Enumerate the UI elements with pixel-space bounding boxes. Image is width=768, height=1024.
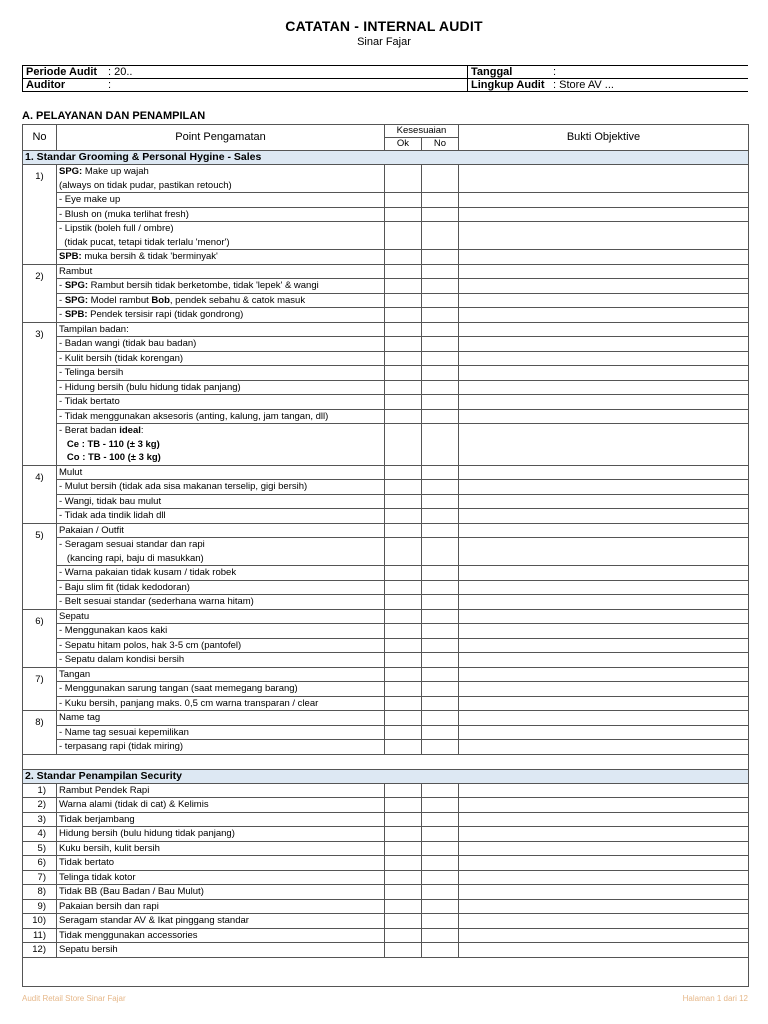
list-item: - SPG: Model rambut Bob, pendek sebahu & catok masuk — [57, 293, 385, 308]
bukti-cell[interactable] — [459, 523, 749, 538]
col-kesesuaian-header: Kesesuaian — [385, 125, 459, 138]
bukti-cell[interactable] — [459, 465, 749, 480]
ok-cell[interactable] — [385, 885, 422, 900]
list-item: - Name tag sesuai kepemilikan — [57, 725, 385, 740]
col-bukti-header: Bukti Objektive — [459, 125, 749, 151]
audit-table — [22, 124, 749, 987]
ok-cell[interactable] — [385, 667, 422, 682]
ok-cell[interactable] — [385, 293, 422, 308]
periode-label: Periode Audit — [23, 66, 106, 79]
no-cell[interactable] — [422, 566, 459, 581]
footer-left: Audit Retail Store Sinar Fajar — [22, 994, 126, 1003]
bukti-cell[interactable] — [459, 279, 749, 294]
list-item: - Kuku bersih, panjang maks. 0,5 cm warna transparan / clear — [57, 696, 385, 711]
no-cell[interactable] — [422, 165, 459, 193]
tanggal-label: Tanggal — [468, 66, 551, 79]
list-item: - Blush on (muka terlihat fresh) — [57, 207, 385, 222]
list-item: Tidak menggunakan accessories — [57, 928, 385, 943]
group-number: 7) — [23, 667, 57, 711]
list-item: Telinga tidak kotor — [57, 870, 385, 885]
ok-cell[interactable] — [385, 480, 422, 495]
no-cell[interactable] — [422, 523, 459, 538]
group-number: 2) — [23, 264, 57, 322]
list-item: - Berat badan ideal: Ce : TB - 110 (± 3 kg) Co : TB - 100 (± 3 kg) — [57, 424, 385, 466]
table-row — [23, 798, 749, 813]
no-cell[interactable] — [422, 682, 459, 697]
no-cell[interactable] — [422, 279, 459, 294]
item-number: 12) — [23, 943, 57, 958]
no-cell[interactable] — [422, 609, 459, 624]
list-item: - Mulut bersih (tidak ada sisa makanan terselip, gigi bersih) — [57, 480, 385, 495]
spacer-row — [23, 957, 749, 986]
list-item: Seragam standar AV & Ikat pinggang standar — [57, 914, 385, 929]
list-item: - Sepatu hitam polos, hak 3-5 cm (pantofel) — [57, 638, 385, 653]
table-row — [23, 928, 749, 943]
list-item: Mulut — [57, 465, 385, 480]
table-row — [23, 899, 749, 914]
list-item: - Warna pakaian tidak kusam / tidak robek — [57, 566, 385, 581]
no-cell[interactable] — [422, 580, 459, 595]
no-cell[interactable] — [422, 293, 459, 308]
audit-info-table — [22, 65, 748, 92]
table-row — [23, 812, 749, 827]
ok-cell[interactable] — [385, 914, 422, 929]
bukti-cell[interactable] — [459, 207, 749, 222]
item-number: 1) — [23, 783, 57, 798]
no-cell[interactable] — [422, 914, 459, 929]
item-number: 7) — [23, 870, 57, 885]
no-cell[interactable] — [422, 395, 459, 410]
bukti-cell[interactable] — [459, 165, 749, 193]
ok-cell[interactable] — [385, 624, 422, 639]
table-row — [23, 885, 749, 900]
no-cell[interactable] — [422, 538, 459, 566]
ok-cell[interactable] — [385, 509, 422, 524]
bukti-cell[interactable] — [459, 293, 749, 308]
ok-cell[interactable] — [385, 827, 422, 842]
lingkup-label: Lingkup Audit — [468, 79, 551, 92]
bukti-cell[interactable] — [459, 380, 749, 395]
no-cell[interactable] — [422, 740, 459, 755]
item-number: 11) — [23, 928, 57, 943]
list-item: - Tidak bertato — [57, 395, 385, 410]
no-cell[interactable] — [422, 337, 459, 352]
col-no-sub-header: No — [422, 138, 459, 151]
document-title: CATATAN - INTERNAL AUDIT — [285, 18, 483, 34]
list-item: Pakaian / Outfit — [57, 523, 385, 538]
bukti-cell[interactable] — [459, 870, 749, 885]
bukti-cell[interactable] — [459, 193, 749, 208]
ok-cell[interactable] — [385, 638, 422, 653]
no-cell[interactable] — [422, 711, 459, 726]
table-row — [23, 943, 749, 958]
no-cell[interactable] — [422, 351, 459, 366]
ok-cell[interactable] — [385, 798, 422, 813]
ok-cell[interactable] — [385, 928, 422, 943]
bukti-cell[interactable] — [459, 899, 749, 914]
ok-cell[interactable] — [385, 308, 422, 323]
ok-cell[interactable] — [385, 264, 422, 279]
item-number: 5) — [23, 841, 57, 856]
list-item: - Wangi, tidak bau mulut — [57, 494, 385, 509]
bukti-cell[interactable] — [459, 725, 749, 740]
ok-cell[interactable] — [385, 595, 422, 610]
ok-cell[interactable] — [385, 250, 422, 265]
bukti-cell[interactable] — [459, 943, 749, 958]
ok-cell[interactable] — [385, 322, 422, 337]
list-item: - Lipstik (boleh full / ombre) (tidak pucat, tetapi tidak terlalu 'menor') — [57, 222, 385, 250]
no-cell[interactable] — [422, 193, 459, 208]
bukti-cell[interactable] — [459, 480, 749, 495]
table-row — [23, 841, 749, 856]
ok-cell[interactable] — [385, 899, 422, 914]
group-number: 4) — [23, 465, 57, 523]
bukti-cell[interactable] — [459, 841, 749, 856]
list-item: Hidung bersih (bulu hidung tidak panjang) — [57, 827, 385, 842]
item-number: 2) — [23, 798, 57, 813]
bukti-cell[interactable] — [459, 538, 749, 566]
section-a-title: A. PELAYANAN DAN PENAMPILAN — [22, 110, 206, 122]
no-cell[interactable] — [422, 494, 459, 509]
spacer-row — [23, 754, 749, 769]
table-row — [23, 914, 749, 929]
no-cell[interactable] — [422, 480, 459, 495]
document-subtitle: Sinar Fajar — [357, 36, 411, 48]
table-row — [23, 856, 749, 871]
no-cell[interactable] — [422, 928, 459, 943]
bukti-cell[interactable] — [459, 885, 749, 900]
no-cell[interactable] — [422, 696, 459, 711]
list-item: - Eye make up — [57, 193, 385, 208]
ok-cell[interactable] — [385, 538, 422, 566]
item-number: 6) — [23, 856, 57, 871]
no-cell[interactable] — [422, 856, 459, 871]
no-cell[interactable] — [422, 841, 459, 856]
bukti-cell[interactable] — [459, 856, 749, 871]
list-item: - Belt sesuai standar (sederhana warna hitam) — [57, 595, 385, 610]
ok-cell[interactable] — [385, 653, 422, 668]
list-item: SPG: Make up wajah (always on tidak pudar, pastikan retouch) — [57, 165, 385, 193]
ok-cell[interactable] — [385, 841, 422, 856]
bukti-cell[interactable] — [459, 812, 749, 827]
no-cell[interactable] — [422, 264, 459, 279]
ok-cell[interactable] — [385, 870, 422, 885]
bukti-cell[interactable] — [459, 638, 749, 653]
no-cell[interactable] — [422, 653, 459, 668]
no-cell[interactable] — [422, 827, 459, 842]
bukti-cell[interactable] — [459, 827, 749, 842]
list-item: Sepatu — [57, 609, 385, 624]
ok-cell[interactable] — [385, 682, 422, 697]
no-cell[interactable] — [422, 409, 459, 424]
bukti-cell[interactable] — [459, 509, 749, 524]
lingkup-value: : Store AV ... — [550, 79, 748, 92]
bukti-cell[interactable] — [459, 351, 749, 366]
list-item: SPB: muka bersih & tidak 'berminyak' — [57, 250, 385, 265]
bukti-cell[interactable] — [459, 395, 749, 410]
bukti-cell[interactable] — [459, 566, 749, 581]
list-item: - Menggunakan kaos kaki — [57, 624, 385, 639]
bukti-cell[interactable] — [459, 609, 749, 624]
list-item: Tampilan badan: — [57, 322, 385, 337]
bukti-cell[interactable] — [459, 928, 749, 943]
bukti-cell[interactable] — [459, 264, 749, 279]
list-item: Tidak BB (Bau Badan / Bau Mulut) — [57, 885, 385, 900]
bukti-cell[interactable] — [459, 366, 749, 381]
footer-right: Halaman 1 dari 12 — [682, 994, 748, 1003]
bukti-cell[interactable] — [459, 696, 749, 711]
list-item: Tangan — [57, 667, 385, 682]
bukti-cell[interactable] — [459, 337, 749, 352]
ok-cell[interactable] — [385, 566, 422, 581]
list-item: - Sepatu dalam kondisi bersih — [57, 653, 385, 668]
col-ok-header: Ok — [385, 138, 422, 151]
item-number: 8) — [23, 885, 57, 900]
table-row — [23, 827, 749, 842]
ok-cell[interactable] — [385, 395, 422, 410]
no-cell[interactable] — [422, 250, 459, 265]
ok-cell[interactable] — [385, 337, 422, 352]
no-cell[interactable] — [422, 812, 459, 827]
auditor-label: Auditor — [23, 79, 106, 92]
ok-cell[interactable] — [385, 193, 422, 208]
list-item: - Tidak menggunakan aksesoris (anting, kalung, jam tangan, dll) — [57, 409, 385, 424]
ok-cell[interactable] — [385, 409, 422, 424]
item-number: 10) — [23, 914, 57, 929]
ok-cell[interactable] — [385, 424, 422, 466]
no-cell[interactable] — [422, 783, 459, 798]
list-item: - Menggunakan sarung tangan (saat memegang barang) — [57, 682, 385, 697]
group-number: 8) — [23, 711, 57, 755]
bukti-cell[interactable] — [459, 494, 749, 509]
section-2-title: 2. Standar Penampilan Security — [23, 769, 749, 783]
list-item: - Hidung bersih (bulu hidung tidak panjang) — [57, 380, 385, 395]
bukti-cell[interactable] — [459, 624, 749, 639]
no-cell[interactable] — [422, 380, 459, 395]
no-cell[interactable] — [422, 595, 459, 610]
ok-cell[interactable] — [385, 943, 422, 958]
bukti-cell[interactable] — [459, 250, 749, 265]
no-cell[interactable] — [422, 638, 459, 653]
list-item: - Badan wangi (tidak bau badan) — [57, 337, 385, 352]
auditor-value: : — [105, 79, 468, 92]
no-cell[interactable] — [422, 366, 459, 381]
ok-cell[interactable] — [385, 366, 422, 381]
bukti-cell[interactable] — [459, 711, 749, 726]
bukti-cell[interactable] — [459, 798, 749, 813]
ok-cell[interactable] — [385, 740, 422, 755]
list-item: Tidak bertato — [57, 856, 385, 871]
group-number: 1) — [23, 165, 57, 265]
ok-cell[interactable] — [385, 711, 422, 726]
bukti-cell[interactable] — [459, 667, 749, 682]
ok-cell[interactable] — [385, 222, 422, 250]
list-item: Name tag — [57, 711, 385, 726]
ok-cell[interactable] — [385, 165, 422, 193]
ok-cell[interactable] — [385, 207, 422, 222]
no-cell[interactable] — [422, 798, 459, 813]
ok-cell[interactable] — [385, 351, 422, 366]
list-item: Rambut Pendek Rapi — [57, 783, 385, 798]
group-number: 5) — [23, 523, 57, 609]
list-item: Tidak berjambang — [57, 812, 385, 827]
group-number: 3) — [23, 322, 57, 465]
no-cell[interactable] — [422, 322, 459, 337]
no-cell[interactable] — [422, 943, 459, 958]
ok-cell[interactable] — [385, 580, 422, 595]
bukti-cell[interactable] — [459, 595, 749, 610]
no-cell[interactable] — [422, 207, 459, 222]
tanggal-value: : — [550, 66, 748, 79]
ok-cell[interactable] — [385, 856, 422, 871]
periode-value: : 20.. — [105, 66, 468, 79]
ok-cell[interactable] — [385, 465, 422, 480]
no-cell[interactable] — [422, 885, 459, 900]
bukti-cell[interactable] — [459, 322, 749, 337]
no-cell[interactable] — [422, 222, 459, 250]
no-cell[interactable] — [422, 870, 459, 885]
list-item: - SPB: Pendek tersisir rapi (tidak gondrong) — [57, 308, 385, 323]
ok-cell[interactable] — [385, 279, 422, 294]
no-cell[interactable] — [422, 725, 459, 740]
table-row — [23, 783, 749, 798]
list-item: Sepatu bersih — [57, 943, 385, 958]
ok-cell[interactable] — [385, 523, 422, 538]
ok-cell[interactable] — [385, 696, 422, 711]
ok-cell[interactable] — [385, 380, 422, 395]
ok-cell[interactable] — [385, 725, 422, 740]
col-point-header: Point Pengamatan — [57, 125, 385, 151]
item-number: 4) — [23, 827, 57, 842]
section-1-title: 1. Standar Grooming & Personal Hygine - Sales — [23, 151, 749, 165]
bukti-cell[interactable] — [459, 424, 749, 466]
list-item: Kuku bersih, kulit bersih — [57, 841, 385, 856]
list-item: Warna alami (tidak di cat) & Kelimis — [57, 798, 385, 813]
list-item: - Baju slim fit (tidak kedodoran) — [57, 580, 385, 595]
bukti-cell[interactable] — [459, 653, 749, 668]
bukti-cell[interactable] — [459, 682, 749, 697]
col-no-header: No — [23, 125, 57, 151]
no-cell[interactable] — [422, 667, 459, 682]
bukti-cell[interactable] — [459, 914, 749, 929]
list-item: - Telinga bersih — [57, 366, 385, 381]
list-item: - SPG: Rambut bersih tidak berketombe, tidak 'lepek' & wangi — [57, 279, 385, 294]
ok-cell[interactable] — [385, 609, 422, 624]
no-cell[interactable] — [422, 509, 459, 524]
ok-cell[interactable] — [385, 494, 422, 509]
ok-cell[interactable] — [385, 812, 422, 827]
item-number: 3) — [23, 812, 57, 827]
group-number: 6) — [23, 609, 57, 667]
list-item: - Kulit bersih (tidak korengan) — [57, 351, 385, 366]
bukti-cell[interactable] — [459, 409, 749, 424]
no-cell[interactable] — [422, 465, 459, 480]
no-cell[interactable] — [422, 624, 459, 639]
list-item: - Seragam sesuai standar dan rapi (kancing rapi, baju di masukkan) — [57, 538, 385, 566]
bukti-cell[interactable] — [459, 308, 749, 323]
item-number: 9) — [23, 899, 57, 914]
bukti-cell[interactable] — [459, 783, 749, 798]
no-cell[interactable] — [422, 308, 459, 323]
list-item: Pakaian bersih dan rapi — [57, 899, 385, 914]
list-item: - Tidak ada tindik lidah dll — [57, 509, 385, 524]
bukti-cell[interactable] — [459, 580, 749, 595]
ok-cell[interactable] — [385, 783, 422, 798]
list-item: Rambut — [57, 264, 385, 279]
bukti-cell[interactable] — [459, 740, 749, 755]
list-item: - terpasang rapi (tidak miring) — [57, 740, 385, 755]
no-cell[interactable] — [422, 424, 459, 466]
no-cell[interactable] — [422, 899, 459, 914]
bukti-cell[interactable] — [459, 222, 749, 250]
table-row — [23, 870, 749, 885]
